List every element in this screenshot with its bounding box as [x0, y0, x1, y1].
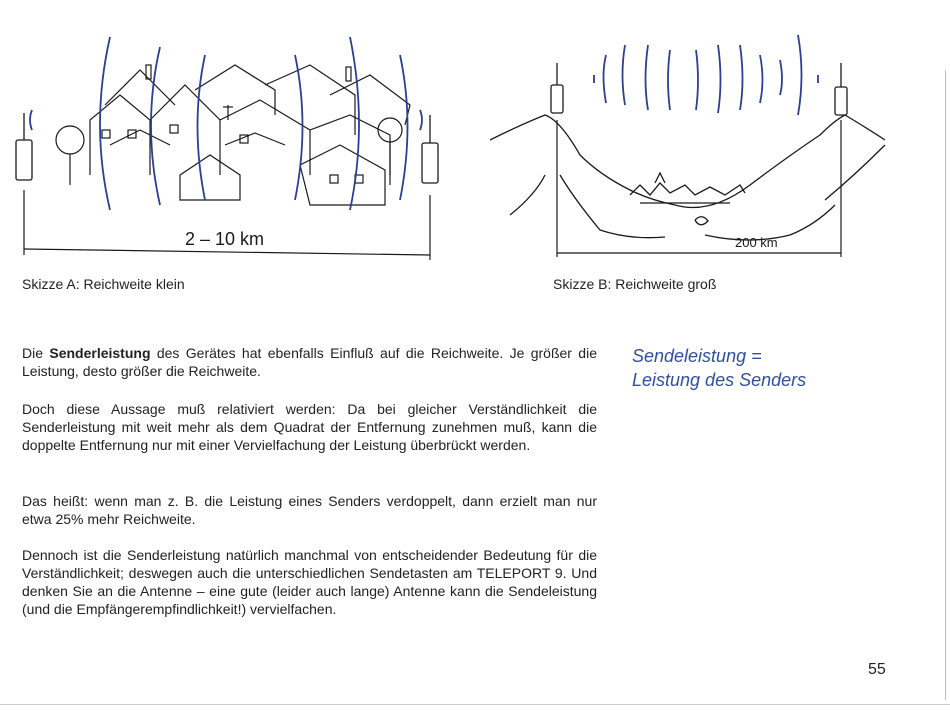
page-bottom-divider [0, 704, 950, 705]
paragraph-1-rest: des Gerätes hat ebenfalls Einfluß auf die Reichweite. Je größer die Leistung, desto größer die Reichweite. [22, 345, 597, 379]
paragraph-1-start: Die [22, 345, 50, 361]
page-edge-divider [945, 70, 946, 700]
paragraph-beispiel: Das heißt: wenn man z. B. die Leistung eines Senders verdoppelt, dann erzielt man nur etwa 25% mehr Reichweite. [22, 493, 597, 527]
sketch-a-caption: Skizze A: Reichweite klein [22, 276, 185, 292]
sketch-b-caption: Skizze B: Reichweite groß [553, 276, 717, 292]
term-senderleistung: Senderleistung [49, 345, 151, 361]
margin-definition-note [632, 344, 892, 392]
page-number: 55 [868, 661, 886, 678]
margin-note-term: Sendeleistung = [632, 346, 762, 366]
paragraph-antenne: Dennoch ist die Senderleistung natürlich manchmal von entscheidender Bedeutung für die Verständlichkeit; deswegen auch die unterschiedlichen Sendetasten am TELEPORT 9. Und denken Sie an die Antenne – eine gute (leider auch lange) Antenne kann die Sendeleistung (und die Empfängerempfindlichkeit!) vervielfachen. [22, 547, 597, 617]
sketch-a-illustration [10, 25, 450, 265]
paragraph-relativierung: Doch diese Aussage muß relativiert werden: Da bei gleicher Verständlichkeit die Senderleistung mit weit mehr als dem Quadrat der Entfernung zunehmen muß, kann die doppelte Entfernung nur mit einer Vervielfachung der Leistung überbrückt werden. [22, 401, 597, 453]
sketch-b-illustration [490, 25, 900, 265]
margin-note-definition: Leistung des Senders [632, 370, 807, 390]
sketch-a-distance-label: 2 – 10 km [185, 229, 265, 249]
paragraph-senderleistung [22, 344, 597, 380]
sketch-b-distance-label: 200 km [735, 235, 778, 250]
